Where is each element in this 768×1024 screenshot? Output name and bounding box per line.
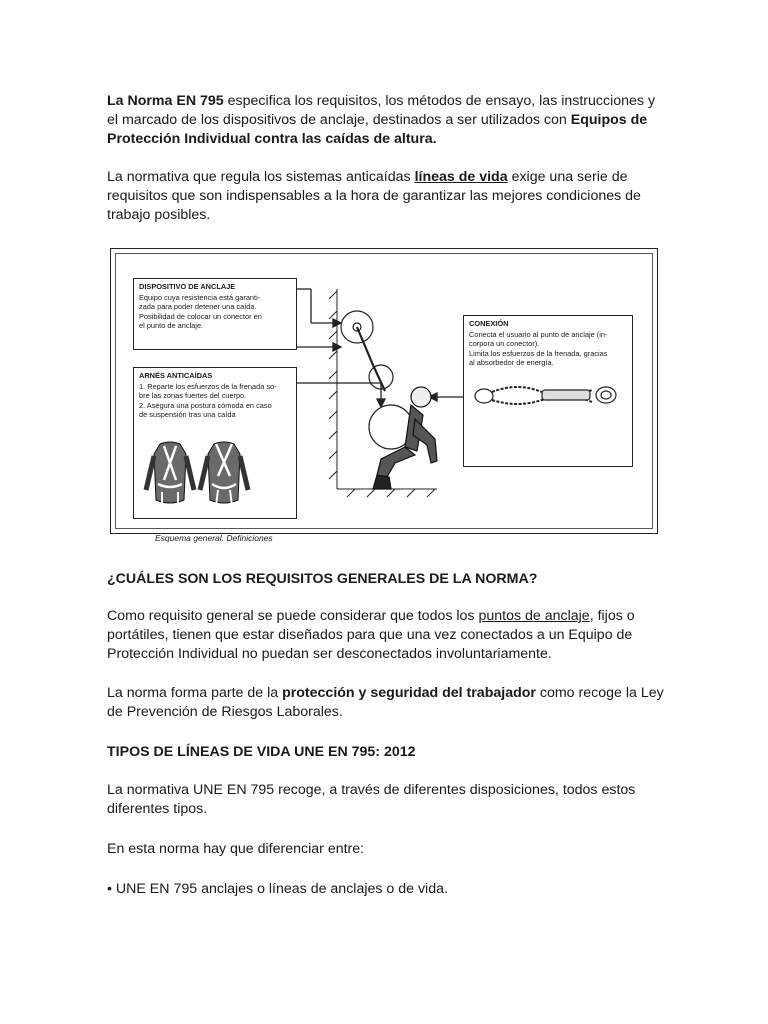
worker-safety-paragraph [107, 684, 667, 722]
harness-line: 2. Asegura una postura cómoda en caso [139, 400, 272, 410]
connection-title: CONEXIÓN [469, 319, 509, 328]
anchor-device-line: Posibilidad de colocar un conector en [139, 311, 262, 321]
safety-text-post: como recoge la Ley de Prevención de Riesgos Laborales. [107, 685, 664, 720]
anchor-device-title: DISPOSITIVO DE ANCLAJE [139, 282, 236, 291]
requirements-text-pre: Como requisito general se puede considerar que todos los [107, 608, 479, 624]
regulation-text-pre: La normativa que regula los sistemas anticaídas [107, 169, 415, 185]
connection-line: Conecta el usuario al punto de anclaje (in- [469, 330, 608, 340]
harness-line: de suspensión tras una caída [139, 409, 236, 419]
regulation-text-post: exige una serie de requisitos que son indispensables a la hora de garantizar las mejores condiciones de trabajo posibles. [107, 169, 641, 223]
anchor-device-line: el punto de anclaje. [139, 320, 204, 330]
anchoring-diagram [110, 248, 658, 534]
lineas-de-vida-link[interactable]: líneas de vida [414, 169, 508, 185]
requirements-paragraph [107, 607, 667, 664]
section-heading-requirements: ¿CUÁLES SON LOS REQUISITOS GENERALES DE LA NORMA? [107, 571, 538, 587]
norm-name: La Norma EN 795 [107, 93, 224, 109]
harness-line: 1. Reparte los esfuerzos de la frenada so- [139, 382, 277, 392]
worker-scene-illustration [111, 249, 657, 533]
puntos-de-anclaje-link[interactable]: puntos de anclaje [478, 608, 590, 624]
harness-line: bre las zonas fuertes del cuerpo. [139, 391, 247, 401]
anchor-device-line: Equipo cuya resistencia está garanti- [139, 293, 261, 303]
differentiate-paragraph: En esta norma hay que diferenciar entre: [107, 841, 365, 857]
figure-caption: Esquema general. Definiciones [155, 533, 273, 543]
intro-paragraph [107, 92, 667, 149]
requirements-text-post: , fijos o portátiles, tienen que estar diseñados para que una vez conectados a un Equipo de Protección Individual no puedan ser desconectados involuntariamente. [107, 608, 635, 662]
list-item-anchors: • UNE EN 795 anclajes o líneas de anclajes o de vida. [107, 881, 448, 897]
epi-bold-text: Equipos de Protección Individual contra las caídas de altura. [107, 112, 648, 147]
safety-bold-text: protección y seguridad del trabajador [282, 685, 536, 701]
types-paragraph: La normativa UNE EN 795 recoge, a través de diferentes disposiciones, todos estos diferentes tipos. [107, 782, 636, 817]
intro-text: especifica los requisitos, los métodos de ensayo, las instrucciones y el marcado de los dispositivos de anclaje, destinados a ser utilizados con [107, 93, 656, 128]
connection-line: al absorbedor de energía. [469, 357, 554, 367]
anchor-device-line: zada para poder detener una caída. [139, 302, 257, 312]
harness-title: ARNÉS ANTICAÍDAS [139, 371, 213, 380]
regulation-paragraph [107, 168, 667, 225]
safety-text-pre: La norma forma parte de la [107, 685, 283, 701]
connection-line: Limita los esfuerzos de la frenada, gracias [469, 348, 608, 358]
section-heading-types: TIPOS DE LÍNEAS DE VIDA UNE EN 795: 2012 [107, 744, 416, 760]
connection-line: corpora un conector). [469, 339, 540, 349]
